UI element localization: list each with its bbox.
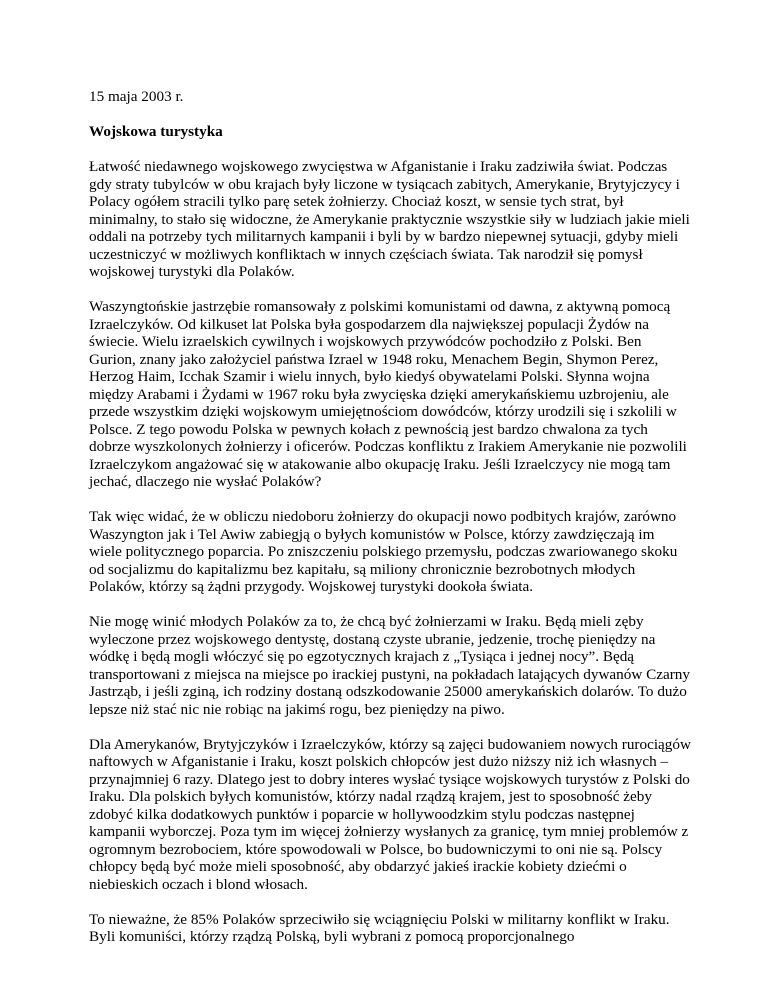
- paragraph: Waszyngtońskie jastrzębie romansowały z polskimi komunistami od dawna, z aktywną pomocą Izraelczyków. Od kilkuset lat Polska była gospodarzem dla największej populacji Żydów na świecie. Wielu izraelskich cywilnych i wojskowych przywódców pochodziło z Polski. Ben Gurion, znany jako założyciel państwa Izrael w 1948 roku, Menachem Begin, Shymon Perez, Herzog Haim, Icchak Szamir i wielu innych, było kiedyś obywatelami Polski. Słynna wojna między Arabami i Żydami w 1967 roku była zwycięska dzięki amerykańskiemu uzbrojeniu, ale przede wszystkim dzięki wojskowym umiejętnościom dowódców, którzy urodzili się i szkolili w Polsce. Z tego powodu Polska w pewnych kołach z pewnością jest bardzo chwalona za tych dobrze wyszkolonych żołnierzy i oficerów. Podczas konfliktu z Irakiem Amerykanie nie pozwolili Izraelczykom angażować się w atakowanie albo okupację Iraku. Jeśli Izraelczycy nie mogą tam jechać, dlaczego nie wysłać Polaków?: [89, 298, 687, 490]
- document-body: [89, 88, 691, 963]
- document-title: Wojskowa turystyka: [89, 123, 223, 140]
- paragraph: Nie mogę winić młodych Polaków za to, że chcą być żołnierzami w Iraku. Będą mieli zęby wyleczone przez wojskowego dentystę, dostaną czyste ubranie, jedzenie, trochę pieniędzy na wódkę i będą mogli włóczyć się po egzotycznych krajach z „Tysiąca i jednej nocy”. Będą transportowani z miejsca na miejsce po irackiej pustyni, na pokładach latających dywanów Czarny Jastrząb, i jeśli zginą, ich rodziny dostaną odszkodowanie 25000 amerykańskich dolarów. To dużo lepsze niż stać nic nie robiąc na jakimś rogu, bez pieniędzy na piwo.: [89, 613, 690, 718]
- document-date: 15 maja 2003 r.: [89, 88, 184, 105]
- paragraph: Dla Amerykanów, Brytyjczyków i Izraelczyków, którzy są zajęci budowaniem nowych rurociągów naftowych w Afganistanie i Iraku, koszt polskich chłopców jest dużo niższy niż ich własnych – przynajmniej 6 razy. Dlatego jest to dobry interes wysłać tysiące wojskowych turystów z Polski do Iraku. Dla polskich byłych komunistów, którzy nadal rządzą krajem, jest to sposobność żeby zdobyć kilka dodatkowych punktów i poparcie w hollywoodzkim stylu podczas następnej kampanii wyborczej. Poza tym im więcej żołnierzy wysłanych za granicę, tym mniej problemów z ogromnym bezrobociem, które spowodowali w Polsce, bo budowniczymi to oni nie są. Polscy chłopcy będą być może mieli sposobność, aby obdarzyć jakieś irackie kobiety dziećmi o niebieskich oczach i blond włosach.: [89, 735, 691, 893]
- paragraph: To nieważne, że 85% Polaków sprzeciwiło się wciągnięciu Polski w militarny konflikt w Iraku. Byli komuniści, którzy rządzą Polską, byli wybrani z pomocą proporcjonalnego: [89, 910, 670, 945]
- paragraph: Łatwość niedawnego wojskowego zwycięstwa w Afganistanie i Iraku zadziwiła świat. Podczas gdy straty tubylców w obu krajach były liczone w tysiącach zabitych, Amerykanie, Brytyjczycy i Polacy ogółem stracili tylko parę setek żołnierzy. Chociaż koszt, w sensie tych strat, był minimalny, to stało się widoczne, że Amerykanie praktycznie wszystkie siły w ludziach jakie mieli oddali na potrzeby tych militarnych kampanii i byli by w bardzo niepewnej sytuacji, gdyby mieli uczestniczyć w możliwych konfliktach w innych częściach świata. Tak narodził się pomysł wojskowej turystyki dla Polaków.: [89, 158, 690, 280]
- paragraph: Tak więc widać, że w obliczu niedoboru żołnierzy do okupacji nowo podbitych krajów, zarówno Waszyngton jak i Tel Awiw zabiegją o byłych komunistów w Polsce, którzy zawdzięczają im wiele politycznego poparcia. Po zniszczeniu polskiego przemysłu, podczas zwariowanego skoku od socjalizmu do kapitalizmu bez kapitału, są miliony chronicznie bezrobotnych młodych Polaków, którzy są żądni przygody. Wojskowej turystyki dookoła świata.: [89, 508, 678, 595]
